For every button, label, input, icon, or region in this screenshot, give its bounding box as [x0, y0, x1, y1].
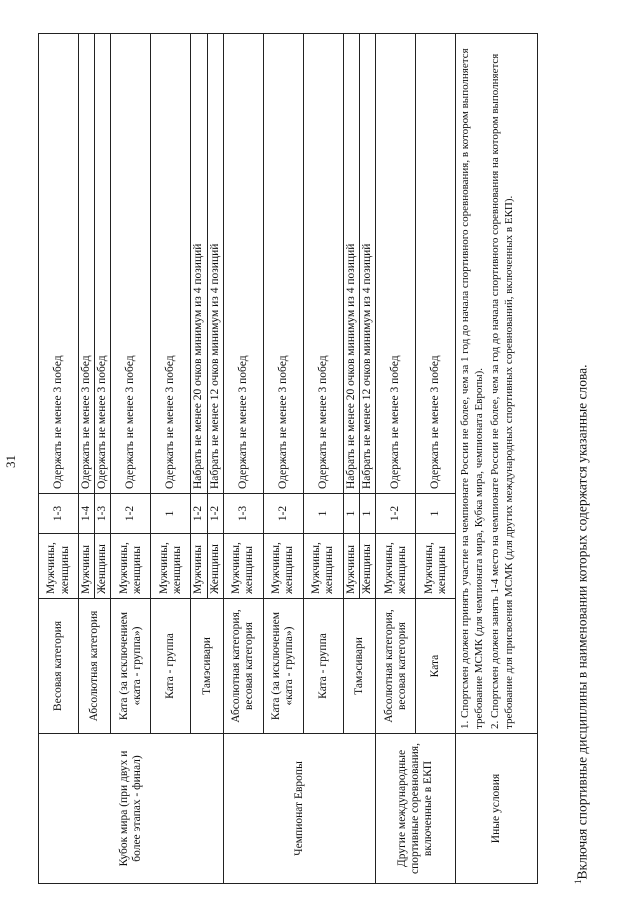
- gender-cell: Мужчины, женщины: [223, 534, 263, 599]
- place-cell: 1-2: [207, 494, 223, 534]
- footnote-mark: 1: [573, 879, 583, 884]
- place-cell: 1-4: [79, 494, 95, 534]
- requirements-table: [38, 33, 538, 884]
- footnote: [573, 364, 591, 884]
- discipline-cell: Абсолютная категория, весовая категория: [223, 599, 263, 734]
- place-cell: 1-2: [263, 494, 303, 534]
- requirement-cell: Одержать не менее 3 побед: [111, 34, 151, 494]
- table-row: [456, 34, 538, 884]
- gender-cell: Мужчины, женщины: [416, 534, 456, 599]
- requirement-cell: Одержать не менее 3 побед: [223, 34, 263, 494]
- condition-item: 2. Спортсмен должен занять 1-4 место на чемпионате России не более, чем за год до начала спортивного соревнования на котором выполняется требование для присвоения МСМК (для других международных спортивных соревнований, включенных в ЕКП).: [488, 53, 515, 729]
- place-cell: 1-2: [191, 494, 207, 534]
- gender-cell: Женщины: [95, 534, 111, 599]
- gender-cell: Мужчины, женщины: [376, 534, 416, 599]
- discipline-cell: Ката (за исключением «ката - группа»): [111, 599, 151, 734]
- place-cell: 1-3: [95, 494, 111, 534]
- discipline-cell: Абсолютная категория: [79, 599, 111, 734]
- requirement-cell: Одержать не менее 3 побед: [303, 34, 343, 494]
- gender-cell: Мужчины, женщины: [151, 534, 191, 599]
- requirement-cell: Одержать не менее 3 побед: [416, 34, 456, 494]
- discipline-cell: Весовая категория: [39, 599, 79, 734]
- gender-cell: Мужчины: [191, 534, 207, 599]
- discipline-cell: Ката - группа: [303, 599, 343, 734]
- event-cell: Чемпионат Европы: [223, 734, 375, 884]
- place-cell: 1: [343, 494, 359, 534]
- requirement-cell: Одержать не менее 3 побед: [376, 34, 416, 494]
- other-conditions-text: [456, 34, 538, 734]
- requirement-cell: Одержать не менее 3 побед: [263, 34, 303, 494]
- requirement-cell: Одержать не менее 3 побед: [79, 34, 95, 494]
- table-row: [39, 34, 79, 884]
- requirement-cell: Набрать не менее 20 очков минимум из 4 позиций: [343, 34, 359, 494]
- requirement-cell: Одержать не менее 3 побед: [151, 34, 191, 494]
- requirement-cell: Набрать не менее 20 очков минимум из 4 позиций: [191, 34, 207, 494]
- gender-cell: Мужчины, женщины: [39, 534, 79, 599]
- condition-item: 1. Спортсмен должен принять участие на чемпионате России не более, чем за 1 год до начала спортивного соревнования, в котором выполняется требование МСМК (для чемпионата мира, Кубка мира, чемпионата Европы).: [459, 48, 486, 729]
- table-row: [223, 34, 263, 884]
- other-conditions-label: Иные условия: [456, 734, 538, 884]
- gender-cell: Мужчины, женщины: [263, 534, 303, 599]
- place-cell: 1-2: [111, 494, 151, 534]
- discipline-cell: Абсолютная категория, весовая категория: [376, 599, 416, 734]
- discipline-cell: Тамэсивари: [343, 599, 375, 734]
- discipline-cell: Ката - группа: [151, 599, 191, 734]
- gender-cell: Женщины: [360, 534, 376, 599]
- place-cell: 1-3: [223, 494, 263, 534]
- gender-cell: Мужчины: [343, 534, 359, 599]
- requirement-cell: Набрать не менее 12 очков минимум из 4 позиций: [360, 34, 376, 494]
- requirement-cell: Набрать не менее 12 очков минимум из 4 позиций: [207, 34, 223, 494]
- gender-cell: Мужчины, женщины: [111, 534, 151, 599]
- footnote-text: Включая спортивные дисциплины в наименовании которых содержатся указанные слова.: [574, 364, 590, 880]
- place-cell: 1-3: [39, 494, 79, 534]
- requirement-cell: Одержать не менее 3 побед: [95, 34, 111, 494]
- discipline-cell: Ката: [416, 599, 456, 734]
- requirement-cell: Одержать не менее 3 побед: [39, 34, 79, 494]
- place-cell: 1: [416, 494, 456, 534]
- place-cell: 1: [151, 494, 191, 534]
- page-number: 31: [3, 455, 18, 468]
- event-cell: Кубок мира (при двух и более этапах - финал): [39, 734, 224, 884]
- discipline-cell: Ката (за исключением «ката - группа»): [263, 599, 303, 734]
- discipline-cell: Тамэсивари: [191, 599, 223, 734]
- gender-cell: Мужчины: [79, 534, 95, 599]
- place-cell: 1-2: [376, 494, 416, 534]
- place-cell: 1: [360, 494, 376, 534]
- gender-cell: Женщины: [207, 534, 223, 599]
- place-cell: 1: [303, 494, 343, 534]
- table-row: [376, 34, 416, 884]
- gender-cell: Мужчины, женщины: [303, 534, 343, 599]
- event-cell: Другие международные спортивные соревнования, включенные в ЕКП: [376, 734, 456, 884]
